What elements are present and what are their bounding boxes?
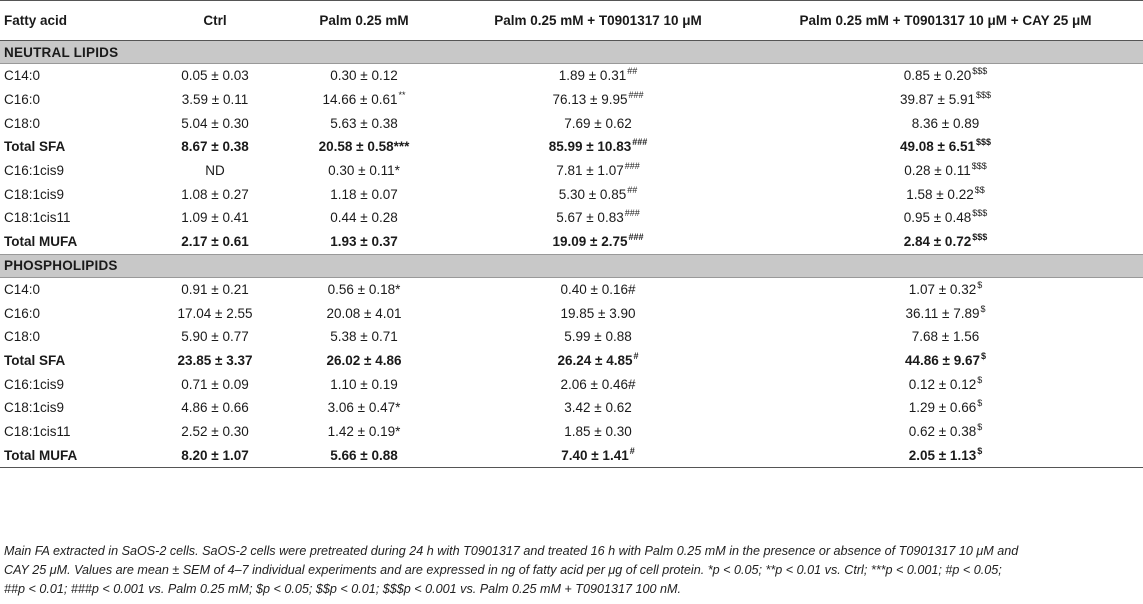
cell-value: 1.29 ± 0.66 — [908, 400, 977, 416]
cell-value: 14.66 ± 0.61 — [322, 92, 398, 108]
value-cell — [748, 277, 1143, 301]
value-cell — [150, 301, 280, 325]
value-cell — [448, 301, 748, 325]
significance-mark: ### — [628, 90, 644, 101]
cell-value: 1.07 ± 0.32 — [908, 281, 977, 297]
cell-value: 0.30 ± 0.11* — [328, 163, 400, 179]
cell-value: 3.59 ± 0.11 — [181, 92, 249, 108]
cell-value: 5.90 ± 0.77 — [181, 329, 249, 345]
column-header-palm: Palm 0.25 mM — [280, 1, 448, 41]
value-cell — [150, 325, 280, 349]
cell-value: 0.30 ± 0.12 — [330, 68, 398, 84]
significance-mark: $$$ — [971, 161, 987, 172]
cell-value: 39.87 ± 5.91 — [900, 92, 975, 108]
value-cell — [748, 372, 1143, 396]
value-cell — [748, 135, 1143, 159]
cell-value: 7.81 ± 1.07 — [556, 163, 624, 179]
cell-value: 5.63 ± 0.38 — [330, 115, 398, 131]
value-cell — [748, 301, 1143, 325]
cell-value: 85.99 ± 10.83 — [548, 139, 632, 155]
fatty-acid-name: C18:0 — [4, 329, 41, 345]
significance-mark: ### — [632, 137, 648, 148]
cell-value: 0.71 ± 0.09 — [181, 376, 249, 392]
footnote-line: CAY 25 μM. Values are mean ± SEM of 4–7 individual experiments and are expressed in ng of fatty acid per μg of cell protein. *p < 0.05; **p < 0.01 vs. Ctrl; ***p < 0.001; #p < 0.05; — [4, 563, 1002, 577]
significance-mark: ### — [624, 208, 640, 219]
column-header-ctrl: Ctrl — [150, 1, 280, 41]
table-row — [0, 135, 1143, 159]
cell-value: 1.18 ± 0.07 — [330, 186, 398, 202]
fatty-acid-name: Total MUFA — [4, 234, 78, 250]
value-cell — [280, 88, 448, 112]
value-cell — [150, 277, 280, 301]
value-cell — [448, 182, 748, 206]
value-cell — [748, 396, 1143, 420]
table-row — [0, 88, 1143, 112]
cell-value: 36.11 ± 7.89 — [905, 305, 980, 321]
value-cell — [448, 443, 748, 467]
cell-value: 1.89 ± 0.31 — [558, 68, 627, 84]
cell-value: 17.04 ± 2.55 — [177, 305, 253, 321]
significance-mark: ### — [624, 161, 640, 172]
cell-value: 2.17 ± 0.61 — [181, 234, 249, 250]
column-header-palm-t0901317: Palm 0.25 mM + T0901317 10 μM — [448, 1, 748, 41]
cell-value: 1.42 ± 0.19* — [327, 423, 401, 439]
table-row — [0, 396, 1143, 420]
value-cell — [280, 64, 448, 88]
cell-value: 1.93 ± 0.37 — [330, 234, 398, 250]
significance-mark: $ — [980, 303, 986, 314]
value-cell — [748, 111, 1143, 135]
value-cell — [280, 301, 448, 325]
value-cell — [150, 372, 280, 396]
cell-value: 3.42 ± 0.62 — [564, 400, 632, 416]
value-cell — [150, 206, 280, 230]
table-row — [0, 372, 1143, 396]
value-cell — [448, 206, 748, 230]
value-cell — [150, 420, 280, 444]
cell-value: 2.06 ± 0.46# — [560, 376, 636, 392]
value-cell — [150, 230, 280, 254]
column-header-palm-t0901317-cay: Palm 0.25 mM + T0901317 10 μM + CAY 25 μM — [748, 1, 1143, 41]
significance-mark: $$$ — [972, 232, 988, 243]
cell-value: 1.85 ± 0.30 — [564, 423, 632, 439]
significance-mark: ## — [627, 66, 638, 77]
value-cell — [280, 182, 448, 206]
fatty-acid-name: C16:1cis9 — [4, 376, 65, 392]
cell-value: 0.44 ± 0.28 — [330, 210, 398, 226]
value-cell — [280, 206, 448, 230]
section-header — [0, 254, 1143, 277]
cell-value: 5.99 ± 0.88 — [564, 329, 632, 345]
cell-value: 5.30 ± 0.85 — [558, 186, 627, 202]
value-cell — [448, 64, 748, 88]
table-row — [0, 420, 1143, 444]
cell-value: 4.86 ± 0.66 — [181, 400, 249, 416]
significance-mark: $$$ — [972, 66, 988, 77]
cell-value: 8.20 ± 1.07 — [181, 447, 249, 463]
table-row — [0, 206, 1143, 230]
table-row — [0, 277, 1143, 301]
cell-value: 76.13 ± 9.95 — [552, 92, 628, 108]
value-cell — [150, 159, 280, 183]
cell-value: 0.91 ± 0.21 — [181, 281, 249, 297]
cell-value: 0.56 ± 0.18* — [327, 281, 401, 297]
table-row — [0, 64, 1143, 88]
value-cell — [150, 349, 280, 373]
cell-value: 3.06 ± 0.47* — [327, 400, 401, 416]
column-header-fatty-acid: Fatty acid — [0, 1, 150, 41]
value-cell — [280, 396, 448, 420]
cell-value: ND — [205, 163, 225, 179]
value-cell — [448, 88, 748, 112]
cell-value: 7.40 ± 1.41 — [561, 447, 629, 463]
cell-value: 44.86 ± 9.67 — [905, 352, 980, 368]
cell-value: 0.28 ± 0.11 — [904, 163, 971, 179]
significance-mark: # — [633, 350, 639, 361]
cell-value: 0.85 ± 0.20 — [903, 68, 972, 84]
table-row — [0, 230, 1143, 254]
value-cell — [748, 159, 1143, 183]
value-cell — [448, 111, 748, 135]
cell-value: 7.69 ± 0.62 — [564, 115, 632, 131]
value-cell — [748, 88, 1143, 112]
table-row — [0, 325, 1143, 349]
fatty-acid-name: C16:1cis9 — [4, 163, 65, 179]
cell-value: 19.85 ± 3.90 — [560, 305, 636, 321]
value-cell — [280, 420, 448, 444]
fatty-acid-name: C14:0 — [4, 68, 41, 84]
significance-mark: ## — [627, 184, 638, 195]
significance-mark: $ — [980, 350, 986, 361]
value-cell — [150, 182, 280, 206]
significance-mark: ** — [398, 90, 406, 101]
value-cell — [280, 159, 448, 183]
cell-value: 1.08 ± 0.27 — [181, 186, 249, 202]
table-row — [0, 301, 1143, 325]
fatty-acid-name: C14:0 — [4, 281, 41, 297]
value-cell — [748, 230, 1143, 254]
significance-mark: $$$ — [975, 90, 991, 101]
cell-value: 20.58 ± 0.58*** — [318, 139, 410, 155]
value-cell — [748, 182, 1143, 206]
cell-value: 19.09 ± 2.75 — [552, 234, 628, 250]
significance-mark: $ — [977, 421, 983, 432]
significance-mark: $$ — [974, 184, 985, 195]
value-cell — [748, 420, 1143, 444]
cell-value: 5.38 ± 0.71 — [330, 329, 398, 345]
value-cell — [280, 111, 448, 135]
value-cell — [150, 64, 280, 88]
cell-value: 20.08 ± 4.01 — [326, 305, 402, 321]
fatty-acid-name: C18:1cis11 — [4, 423, 71, 439]
value-cell — [150, 135, 280, 159]
value-cell — [150, 111, 280, 135]
value-cell — [280, 349, 448, 373]
cell-value: 8.67 ± 0.38 — [181, 139, 249, 155]
section-title: NEUTRAL LIPIDS — [0, 41, 1143, 64]
significance-mark: $ — [977, 374, 983, 385]
significance-mark: $$$ — [972, 208, 988, 219]
table-row — [0, 111, 1143, 135]
cell-value: 5.04 ± 0.30 — [181, 115, 249, 131]
value-cell — [150, 396, 280, 420]
value-cell — [748, 325, 1143, 349]
table-row — [0, 182, 1143, 206]
significance-mark: ### — [628, 232, 644, 243]
value-cell — [280, 277, 448, 301]
significance-mark: $ — [977, 279, 983, 290]
table-row — [0, 443, 1143, 467]
value-cell — [448, 159, 748, 183]
cell-value: 49.08 ± 6.51 — [900, 139, 975, 155]
fatty-acid-name: C18:0 — [4, 115, 41, 131]
cell-value: 1.09 ± 0.41 — [181, 210, 249, 226]
value-cell — [448, 372, 748, 396]
value-cell — [280, 135, 448, 159]
value-cell — [150, 443, 280, 467]
cell-value: 0.62 ± 0.38 — [908, 423, 977, 439]
section-title: PHOSPHOLIPIDS — [0, 254, 1143, 277]
cell-value: 0.05 ± 0.03 — [181, 68, 249, 84]
table-body — [0, 41, 1143, 468]
cell-value: 0.40 ± 0.16# — [560, 281, 636, 297]
cell-value: 0.12 ± 0.12 — [908, 376, 977, 392]
section-header — [0, 41, 1143, 64]
significance-mark: $ — [977, 445, 983, 456]
cell-value: 7.68 ± 1.56 — [911, 329, 980, 345]
cell-value: 5.67 ± 0.83 — [556, 210, 624, 226]
fatty-acid-name: Total MUFA — [0, 443, 150, 467]
fatty-acid-name: C18:1cis9 — [4, 186, 65, 202]
significance-mark: $$$ — [975, 137, 991, 148]
cell-value: 26.24 ± 4.85 — [557, 352, 633, 368]
table-row — [0, 159, 1143, 183]
significance-mark: $ — [977, 398, 983, 409]
value-cell — [448, 396, 748, 420]
cell-value: 1.58 ± 0.22 — [906, 186, 974, 202]
value-cell — [748, 349, 1143, 373]
cell-value: 5.66 ± 0.88 — [330, 447, 398, 463]
value-cell — [280, 443, 448, 467]
table-header — [0, 1, 1143, 41]
table-row — [0, 349, 1143, 373]
cell-value: 2.05 ± 1.13 — [908, 447, 977, 463]
fatty-acid-name: C16:0 — [4, 92, 41, 108]
fatty-acid-name: C18:1cis9 — [4, 400, 65, 416]
value-cell — [448, 325, 748, 349]
cell-value: 0.95 ± 0.48 — [903, 210, 972, 226]
value-cell — [748, 64, 1143, 88]
cell-value: 1.10 ± 0.19 — [330, 376, 398, 392]
cell-value: 26.02 ± 4.86 — [326, 352, 402, 368]
value-cell — [150, 88, 280, 112]
footnote-line: ##p < 0.01; ###p < 0.001 vs. Palm 0.25 mM; $p < 0.05; $$p < 0.01; $$$p < 0.001 vs. Palm 0.25 mM + T0901317 100 nM. — [4, 582, 682, 596]
cell-value: 2.52 ± 0.30 — [181, 423, 249, 439]
cell-value: 2.84 ± 0.72 — [903, 234, 972, 250]
value-cell — [748, 206, 1143, 230]
significance-mark: # — [629, 445, 635, 456]
fatty-acid-name: Total SFA — [4, 139, 66, 155]
cell-value: 8.36 ± 0.89 — [911, 115, 980, 131]
value-cell — [280, 372, 448, 396]
value-cell — [448, 277, 748, 301]
value-cell — [448, 230, 748, 254]
value-cell — [280, 325, 448, 349]
fatty-acid-name: Total SFA — [4, 352, 66, 368]
value-cell — [748, 443, 1143, 467]
footnote-line: Main FA extracted in SaOS-2 cells. SaOS-2 cells were pretreated during 24 h with T0901317 and treated 16 h with Palm 0.25 mM in the presence or absence of T0901317 10 μM and — [4, 544, 1019, 558]
table-footnote — [4, 542, 1138, 599]
value-cell — [448, 420, 748, 444]
value-cell — [280, 230, 448, 254]
fatty-acid-name: C18:1cis11 — [4, 210, 71, 226]
value-cell — [448, 135, 748, 159]
cell-value: 23.85 ± 3.37 — [177, 352, 253, 368]
fatty-acid-name: C16:0 — [4, 305, 41, 321]
value-cell — [448, 349, 748, 373]
